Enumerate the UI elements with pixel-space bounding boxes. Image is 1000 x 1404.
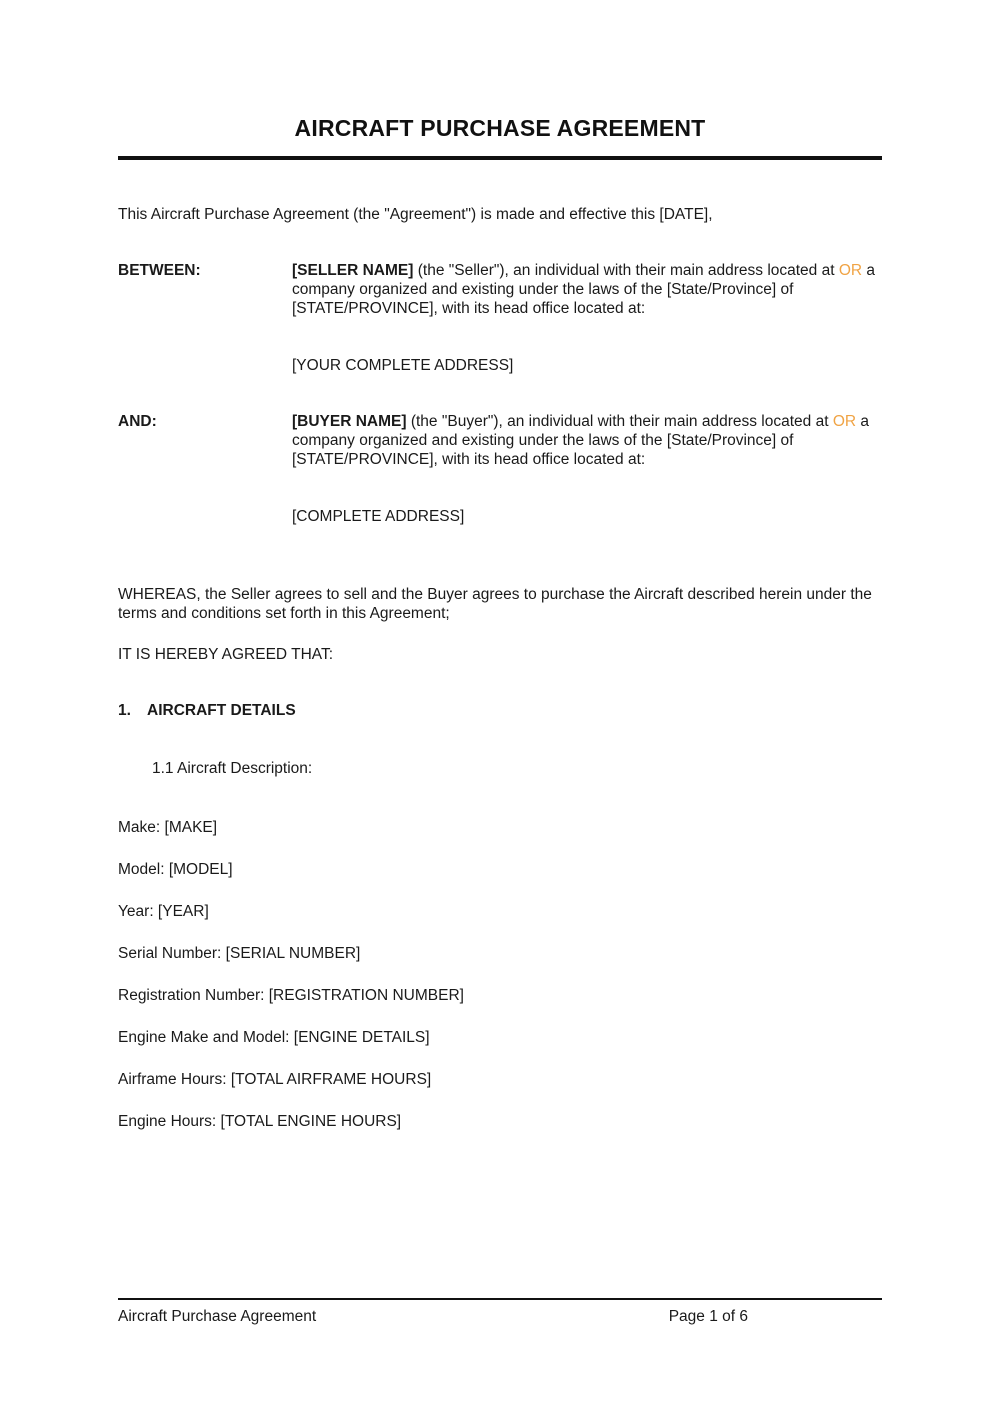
- title-divider: [118, 156, 882, 160]
- and-text: [292, 412, 882, 469]
- between-block: [118, 261, 882, 318]
- between-label: BETWEEN:: [118, 262, 201, 279]
- between-text-before-or: (the "Seller"), an individual with their main address located at: [417, 262, 835, 279]
- buyer-name-placeholder: [BUYER NAME]: [292, 413, 407, 430]
- section-1-title: AIRCRAFT DETAILS: [147, 702, 296, 719]
- section-1-heading: [118, 701, 882, 720]
- document-page: [0, 114, 1000, 1131]
- subsection-1-1: 1.1 Aircraft Description:: [152, 760, 313, 777]
- and-text-before-or: (the "Buyer"), an individual with their main address located at: [410, 413, 829, 430]
- whereas-clause: WHEREAS, the Seller agrees to sell and the Buyer agrees to purchase the Aircraft described herein under the terms and conditions set forth in this Agreement;: [118, 586, 872, 622]
- field-serial-number: Serial Number: [SERIAL NUMBER]: [118, 945, 361, 962]
- intro-paragraph: This Aircraft Purchase Agreement (the "Agreement") is made and effective this [DATE],: [118, 206, 713, 223]
- document-title: AIRCRAFT PURCHASE AGREEMENT: [294, 115, 706, 141]
- field-model: Model: [MODEL]: [118, 861, 233, 878]
- footer-page-number: Page 1 of 6: [668, 1308, 748, 1325]
- between-text-after-or: a company organized and existing under the laws of the [State/Province] of [STATE/PROVINCE], with its head office located at:: [292, 262, 876, 317]
- field-airframe-hours: Airframe Hours: [TOTAL AIRFRAME HOURS]: [118, 1071, 432, 1088]
- between-or-label: OR: [838, 262, 863, 279]
- page-footer: [118, 1298, 882, 1326]
- seller-name-placeholder: [SELLER NAME]: [292, 262, 414, 279]
- footer-document-title: Aircraft Purchase Agreement: [118, 1308, 317, 1325]
- agreed-clause: IT IS HEREBY AGREED THAT:: [118, 646, 334, 663]
- between-text: [292, 261, 882, 318]
- field-make: Make: [MAKE]: [118, 819, 218, 836]
- seller-address-placeholder: [YOUR COMPLETE ADDRESS]: [292, 357, 514, 374]
- and-label: AND:: [118, 413, 157, 430]
- field-engine-make-model: Engine Make and Model: [ENGINE DETAILS]: [118, 1029, 430, 1046]
- buyer-address-placeholder: [COMPLETE ADDRESS]: [292, 508, 465, 525]
- and-block: [118, 412, 882, 469]
- field-year: Year: [YEAR]: [118, 903, 209, 920]
- and-text-after-or: a company organized and existing under the laws of the [State/Province] of [STATE/PROVINCE], with its head office located at:: [292, 413, 870, 468]
- and-or-label: OR: [832, 413, 857, 430]
- field-registration-number: Registration Number: [REGISTRATION NUMBER]: [118, 987, 464, 1004]
- footer-divider: [118, 1298, 882, 1300]
- field-engine-hours: Engine Hours: [TOTAL ENGINE HOURS]: [118, 1113, 402, 1130]
- section-1-number: 1.: [118, 702, 131, 719]
